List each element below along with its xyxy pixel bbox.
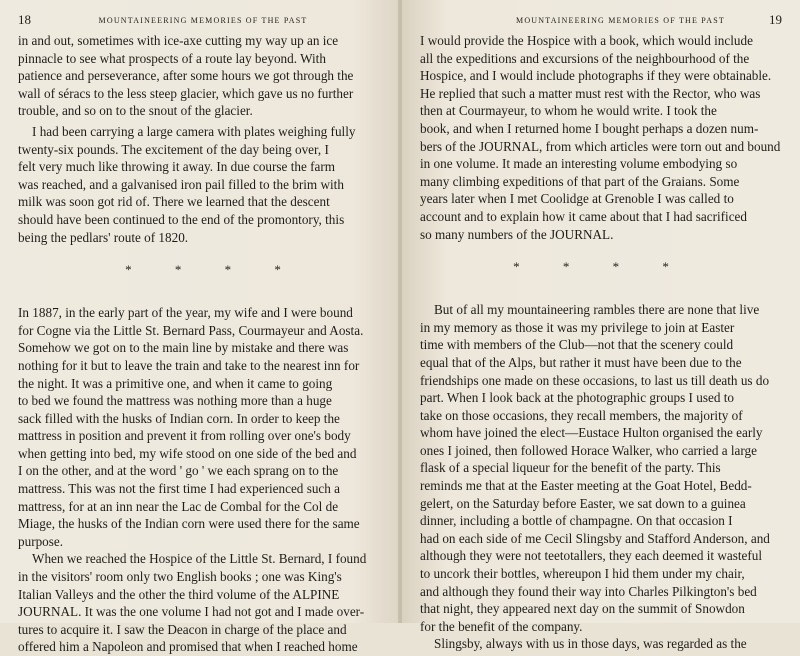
text-line: to uncork their bottles, whereupon I hid them under my chair, <box>420 566 745 582</box>
text-line: mattress. This was not the first time I had experienced such a <box>18 481 341 497</box>
text-line: the night. It was a primitive one, and when it came to going <box>18 375 333 391</box>
text-line: But of all my mountaineering rambles there are none that live <box>434 302 760 318</box>
text-line: in the visitors' room only two English books ; one was King's <box>18 569 342 585</box>
paragraph <box>18 123 388 246</box>
text-line: felt very much like throwing it away. In due course the farm <box>18 159 336 175</box>
text-line: Hospice, and I would include photographs if they were obtainable. <box>420 68 772 84</box>
text-line: being the pedlars' route of 1820. <box>18 229 189 245</box>
text-line: when getting into bed, my wife stood on one side of the bed and <box>18 445 357 461</box>
text-line: to bed we found the mattress was nothing more than a huge <box>18 393 332 409</box>
book-gutter <box>398 0 402 623</box>
text-line: and although they found their way into Charles Pilkington's bed <box>420 583 757 599</box>
text-line: all the expeditions and excursions of the neighbourhood of the <box>420 50 750 66</box>
paragraph <box>18 550 388 656</box>
section-separator: * * * * <box>513 259 689 275</box>
text-line: I on the other, and at the word ' go ' we each sprang on to the <box>18 463 339 479</box>
text-line: gelert, on the Saturday before Easter, we sat down to a guinea <box>420 495 746 511</box>
right-page-header <box>420 10 782 32</box>
text-line: friendships one made on these occasions, to last us till death us do <box>420 372 770 388</box>
paragraph <box>420 635 782 653</box>
page-number: 19 <box>769 12 782 27</box>
section-separator: * * * * <box>125 262 301 278</box>
text-line: should have been continued to the end of the promontory, this <box>18 211 345 227</box>
paragraph <box>420 301 782 635</box>
text-line: mattress in position and prevent it from rolling over one's body <box>18 428 351 444</box>
text-line: although they were not teetotallers, they each deemed it wasteful <box>420 548 763 564</box>
right-page <box>400 0 800 652</box>
text-line: book, and when I returned home I bought perhaps a dozen num- <box>420 120 759 136</box>
text-line: pinnacle to see what prospects of a route lay beyond. With <box>18 50 326 66</box>
paragraph <box>18 304 388 550</box>
text-line: sack filled with the husks of Indian corn. In order to keep the <box>18 410 340 426</box>
text-line: Slingsby, always with us in those days, was regarded as the <box>434 636 747 652</box>
text-line: purpose. <box>18 533 64 549</box>
paragraph <box>420 32 782 243</box>
text-line: patience and perseverance, after some hours we got through the <box>18 68 354 84</box>
text-line: then at Courmayeur, to whom he would write. I took the <box>420 103 717 119</box>
paragraph <box>18 32 388 120</box>
running-head: MOUNTAINEERING MEMORIES OF THE PAST <box>516 16 725 25</box>
text-line: twenty-six pounds. The excitement of the day being over, I <box>18 141 329 157</box>
text-line: equal that of the Alps, but rather it must have been due to the <box>420 354 742 370</box>
text-line: flask of a special liqueur for the benefit of the party. This <box>420 460 721 476</box>
text-line: that night, they appeared next day on the summit of Snowdon <box>420 601 745 617</box>
text-line: In 1887, in the early part of the year, my wife and I were bound <box>18 305 353 321</box>
text-line: take on those occasions, they recall members, the majority of <box>420 407 743 423</box>
text-line: JOURNAL. It was the one volume I had not got and I made over- <box>18 604 365 620</box>
text-line: in my memory as those it was my privilege to join at Easter <box>420 319 735 335</box>
text-line: I had been carrying a large camera with plates weighing fully <box>32 123 356 139</box>
text-line: tures to acquire it. I saw the Deacon in charge of the place and <box>18 621 347 637</box>
text-line: offered him a Napoleon and promised that when I reached home <box>18 639 358 655</box>
text-line: many climbing expeditions of that part of the Graians. Some <box>420 173 740 189</box>
text-line: part. When I look back at the photographic groups I used to <box>420 390 734 406</box>
text-line: I would provide the Hospice with a book, which would include <box>420 33 753 48</box>
text-line: mattress, for at an inn near the Lac de Combal for the Col de <box>18 498 339 514</box>
text-line: for Cogne via the Little St. Bernard Pass, Courmayeur and Aosta. <box>18 322 364 338</box>
text-line: milk was soon got rid of. There we learned that the descent <box>18 194 330 210</box>
text-line: reminds me that at the Easter meeting at the Goat Hotel, Bedd- <box>420 478 752 494</box>
text-line: bers of the JOURNAL, from which articles were torn out and bound <box>420 138 781 154</box>
text-line: ones I joined, then followed Horace Walker, who carried a large <box>420 442 758 458</box>
text-line: had on each side of me Cecil Slingsby and Stafford Anderson, and <box>420 530 770 546</box>
page-number: 18 <box>18 12 31 27</box>
text-line: dinner, including a bottle of champagne. On that occasion I <box>420 513 733 529</box>
text-line: time with members of the Club—not that the scenery could <box>420 337 734 353</box>
left-page <box>0 0 400 655</box>
text-line: nothing for it but to leave the train and take to the nearest inn for <box>18 357 360 373</box>
text-line: Miage, the husks of the Indian corn were used there for the same <box>18 516 360 532</box>
text-line: for the benefit of the company. <box>420 618 583 634</box>
text-line: Italian Valleys and the other the third volume of the ALPINE <box>18 586 340 602</box>
text-line: Somehow we got on to the main line by mistake and there was <box>18 340 349 356</box>
text-line: wall of séracs to the less steep glacier, which gave us no further <box>18 85 354 101</box>
text-line: whom have joined the elect—Eustace Hulton organised the early <box>420 425 763 441</box>
left-page-header <box>18 10 388 32</box>
text-line: account and to explain how it came about that I had sacrificed <box>420 208 747 224</box>
text-line: trouble, and so on to the snout of the glacier. <box>18 103 253 119</box>
text-line: years later when I met Coolidge at Grenoble I was called to <box>420 191 734 207</box>
text-line: When we reached the Hospice of the Little St. Bernard, I found <box>32 551 367 567</box>
text-line: in and out, sometimes with ice-axe cutting my way up an ice <box>18 33 339 48</box>
text-line: so many numbers of the JOURNAL. <box>420 226 614 242</box>
text-line: He replied that such a matter must rest with the Rector, who was <box>420 85 761 101</box>
running-head: MOUNTAINEERING MEMORIES OF THE PAST <box>98 16 308 25</box>
text-line: in one volume. It made an interesting volume embodying so <box>420 156 738 172</box>
text-line: was reached, and a galvanised iron pail filled to the brim with <box>18 176 344 192</box>
